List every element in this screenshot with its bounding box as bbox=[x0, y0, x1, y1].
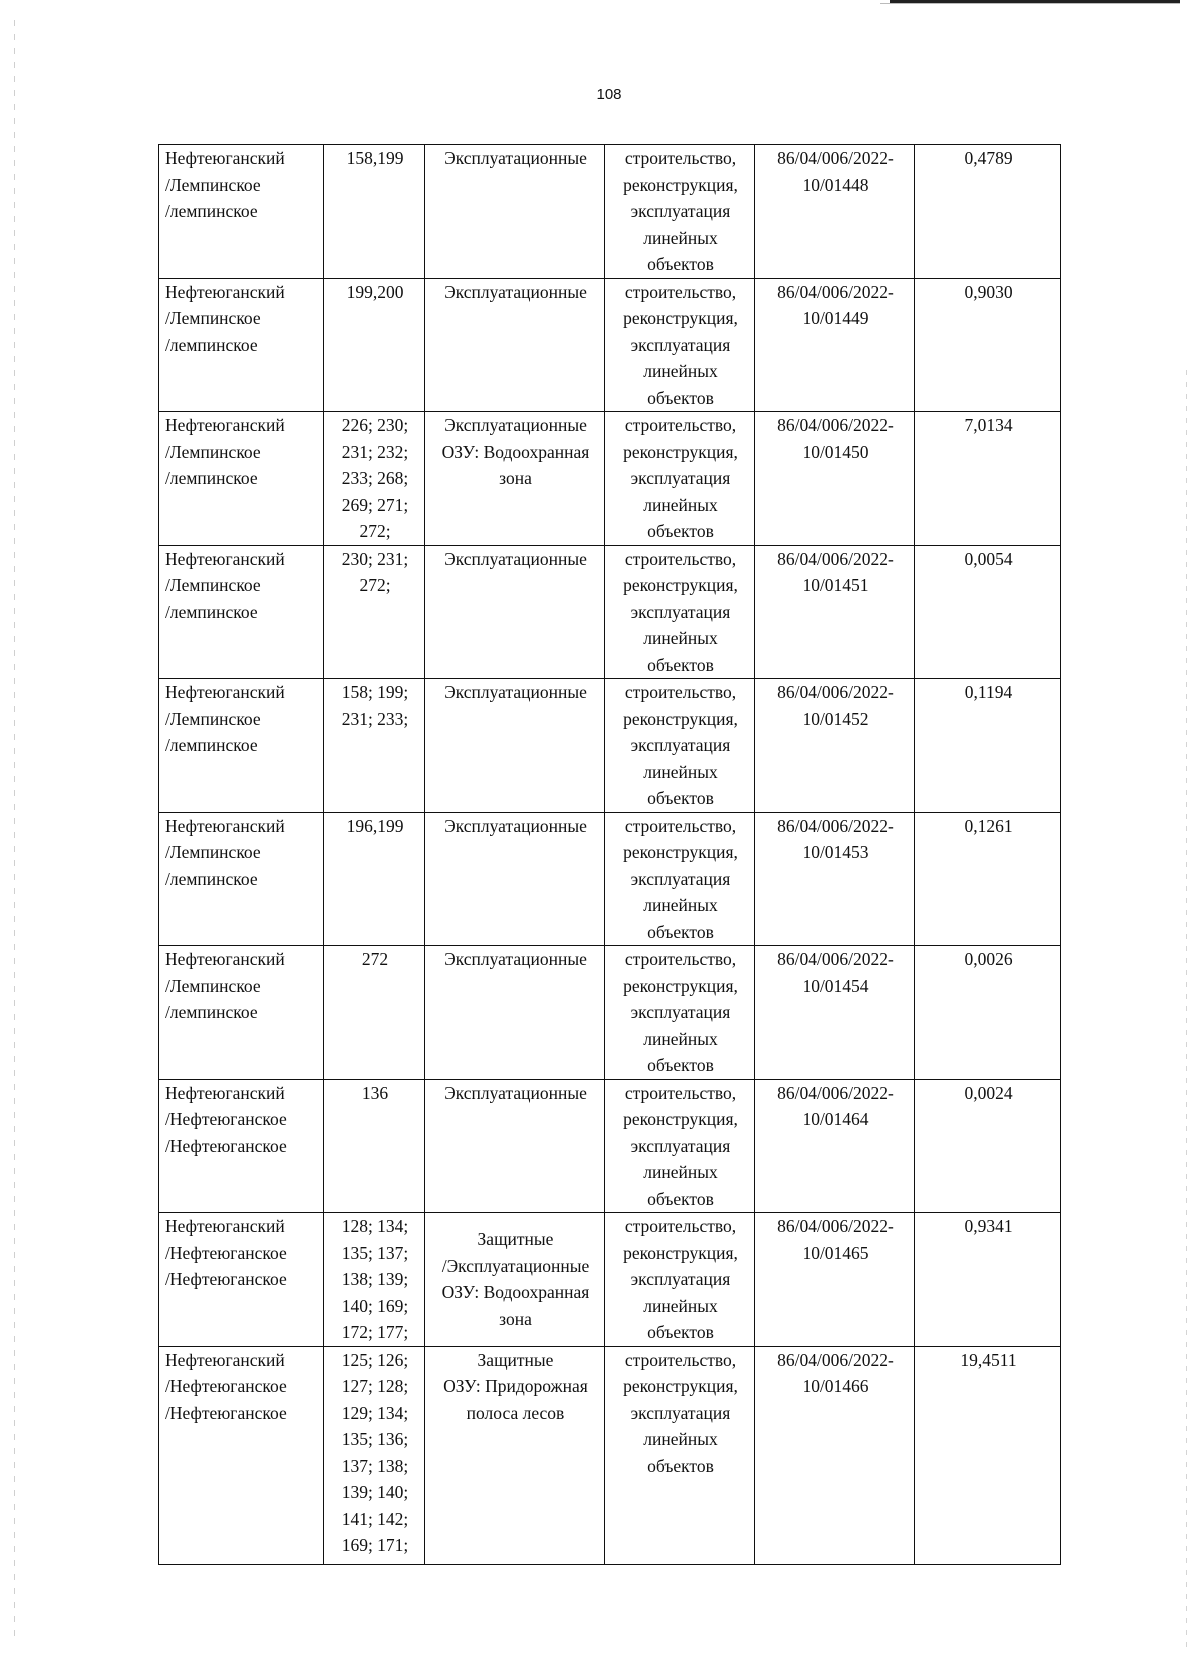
cell-location bbox=[159, 946, 324, 1080]
cell-purpose-line: эксплуатация bbox=[630, 601, 731, 622]
cell-quarters bbox=[324, 545, 425, 679]
cell-registration-number-line: 86/04/006/2022- bbox=[777, 148, 894, 168]
cell-location bbox=[159, 679, 324, 813]
scan-edge-left bbox=[14, 20, 15, 1640]
page-number: 108 bbox=[596, 86, 622, 103]
cell-location-line: Нефтеюганский bbox=[165, 682, 285, 702]
cell-purpose-line: эксплуатация bbox=[630, 735, 731, 755]
cell-registration-number bbox=[755, 545, 915, 679]
cell-category-line: Эксплуатационные bbox=[444, 148, 587, 168]
cell-purpose-line: реконструкция, bbox=[623, 308, 738, 328]
cell-purpose bbox=[605, 1213, 755, 1347]
cell-location-line: /Лемпинское bbox=[165, 174, 261, 195]
cell-quarters-line: 128; 134; bbox=[341, 1216, 409, 1236]
cell-area-value: 7,0134 bbox=[964, 415, 1013, 435]
cell-quarters-line: 233; 268; bbox=[341, 468, 409, 488]
cell-quarters-line: 230; 231; bbox=[341, 548, 409, 569]
cell-purpose-line: эксплуатация bbox=[630, 468, 731, 488]
cell-location-line: Нефтеюганский bbox=[165, 1349, 285, 1370]
cell-category-line: /Эксплуатационные bbox=[441, 1255, 590, 1276]
cell-purpose-line: реконструкция, bbox=[623, 975, 738, 996]
cell-registration-number-line: 86/04/006/2022- bbox=[777, 281, 894, 302]
cell-location-line: /Нефтеюганское bbox=[165, 1269, 287, 1289]
cell-purpose-line: реконструкция, bbox=[623, 1242, 738, 1263]
cell-area-value: 0,0054 bbox=[964, 548, 1013, 569]
cell-quarters-line: 138; 139; bbox=[341, 1269, 409, 1289]
cell-registration-number-line: 10/01466 bbox=[802, 1376, 869, 1396]
cell-quarters-line: 169; 171; bbox=[341, 1535, 409, 1555]
table-row bbox=[159, 946, 1061, 1080]
table-body bbox=[159, 145, 1061, 1565]
cell-quarters bbox=[324, 1213, 425, 1347]
cell-purpose-line: эксплуатация bbox=[630, 1002, 731, 1022]
cell-registration-number bbox=[755, 412, 915, 546]
cell-quarters bbox=[324, 1079, 425, 1213]
cell-purpose-line: строительство, bbox=[624, 1216, 737, 1236]
cell-quarters-line: 127; 128; bbox=[341, 1376, 409, 1396]
cell-category bbox=[425, 1346, 605, 1564]
cell-purpose-line: объектов bbox=[647, 254, 714, 274]
cell-purpose-line: реконструкция, bbox=[623, 174, 738, 195]
cell-quarters bbox=[324, 278, 425, 412]
cell-quarters bbox=[324, 412, 425, 546]
cell-quarters-line: 272; bbox=[359, 575, 391, 595]
cell-purpose-line: строительство, bbox=[624, 682, 737, 702]
table-row bbox=[159, 679, 1061, 813]
cell-category bbox=[425, 812, 605, 946]
cell-quarters-line: 272; bbox=[359, 521, 391, 541]
cell-location-line: /лемпинское bbox=[165, 601, 258, 622]
cell-location-line: /лемпинское bbox=[165, 334, 258, 355]
cell-location-line: /Лемпинское bbox=[165, 441, 261, 462]
cell-category-line: ОЗУ: Придорожная bbox=[443, 1376, 588, 1396]
cell-purpose bbox=[605, 278, 755, 412]
cell-purpose-line: строительство, bbox=[624, 148, 737, 168]
cell-category-line: Защитные bbox=[477, 1349, 554, 1370]
cell-quarters-line: 135; 136; bbox=[341, 1429, 409, 1449]
cell-registration-number bbox=[755, 1213, 915, 1347]
cell-registration-number bbox=[755, 679, 915, 813]
cell-area-value: 0,4789 bbox=[964, 148, 1013, 168]
cell-purpose-line: линейных bbox=[643, 1429, 718, 1449]
cell-purpose-line: объектов bbox=[647, 921, 714, 942]
cell-location-line: Нефтеюганский bbox=[165, 548, 285, 569]
cell-location bbox=[159, 145, 324, 279]
cell-purpose-line: линейных bbox=[643, 494, 718, 515]
cell-category-line: полоса лесов bbox=[466, 1402, 565, 1423]
cell-quarters-line: 172; 177; bbox=[341, 1322, 409, 1342]
cell-purpose-line: реконструкция, bbox=[623, 575, 738, 595]
cell-purpose-line: строительство, bbox=[624, 1349, 737, 1370]
cell-quarters-line: 135; 137; bbox=[341, 1242, 409, 1263]
cell-location-line: /Лемпинское bbox=[165, 842, 261, 862]
cell-purpose-line: линейных bbox=[643, 1295, 718, 1316]
cell-category-line: Эксплуатационные bbox=[444, 682, 587, 702]
cell-purpose-line: объектов bbox=[647, 654, 714, 675]
cell-location-line: /лемпинское bbox=[165, 1002, 258, 1022]
cell-category bbox=[425, 946, 605, 1080]
cell-area bbox=[915, 679, 1061, 813]
cell-registration-number-line: 86/04/006/2022- bbox=[777, 949, 894, 969]
cell-purpose-line: эксплуатация bbox=[630, 201, 731, 221]
cell-area-value: 0,1194 bbox=[964, 682, 1013, 702]
cell-quarters-line: 125; 126; bbox=[341, 1349, 409, 1370]
cell-category bbox=[425, 1079, 605, 1213]
cell-purpose bbox=[605, 812, 755, 946]
cell-registration-number-line: 86/04/006/2022- bbox=[777, 548, 894, 569]
cell-registration-number-line: 10/01449 bbox=[802, 308, 869, 328]
cell-quarters-line: 196,199 bbox=[346, 815, 404, 836]
cell-area bbox=[915, 545, 1061, 679]
cell-registration-number-line: 10/01464 bbox=[802, 1109, 869, 1129]
cell-registration-number-line: 86/04/006/2022- bbox=[777, 1349, 894, 1370]
cell-location-line: Нефтеюганский bbox=[165, 281, 285, 302]
cell-category bbox=[425, 145, 605, 279]
cell-category bbox=[425, 412, 605, 546]
cell-purpose bbox=[605, 1346, 755, 1564]
cell-quarters-line: 139; 140; bbox=[341, 1482, 409, 1502]
cell-purpose bbox=[605, 679, 755, 813]
cell-area bbox=[915, 412, 1061, 546]
cell-purpose-line: строительство, bbox=[624, 949, 737, 969]
cell-quarters-line: 272 bbox=[361, 949, 389, 969]
cell-category bbox=[425, 1213, 605, 1347]
cell-quarters-line: 141; 142; bbox=[341, 1508, 409, 1529]
cell-location-line: Нефтеюганский bbox=[165, 1082, 285, 1103]
cell-location bbox=[159, 1346, 324, 1564]
table-row bbox=[159, 1213, 1061, 1347]
cell-registration-number-line: 86/04/006/2022- bbox=[777, 1082, 894, 1103]
cell-category-line: Эксплуатационные bbox=[444, 548, 587, 569]
cell-location bbox=[159, 412, 324, 546]
cell-purpose bbox=[605, 1079, 755, 1213]
cell-location-line: /лемпинское bbox=[165, 468, 258, 488]
cell-location bbox=[159, 1079, 324, 1213]
cell-registration-number-line: 86/04/006/2022- bbox=[777, 1216, 894, 1236]
cell-purpose-line: объектов bbox=[647, 387, 714, 408]
cell-purpose-line: эксплуатация bbox=[630, 334, 731, 355]
cell-location-line: Нефтеюганский bbox=[165, 1216, 285, 1236]
table-row bbox=[159, 145, 1061, 279]
cell-category-line: Эксплуатационные bbox=[444, 415, 587, 435]
cell-location-line: /Лемпинское bbox=[165, 575, 261, 595]
cell-location bbox=[159, 278, 324, 412]
cell-registration-number-line: 10/01451 bbox=[802, 575, 869, 595]
cell-location bbox=[159, 545, 324, 679]
cell-registration-number bbox=[755, 1346, 915, 1564]
cell-purpose-line: строительство, bbox=[624, 815, 737, 836]
cell-area bbox=[915, 1346, 1061, 1564]
cell-area-value: 0,0026 bbox=[964, 949, 1013, 969]
cell-purpose-line: строительство, bbox=[624, 1082, 737, 1103]
cell-category-line: Эксплуатационные bbox=[444, 949, 587, 969]
cell-purpose-line: реконструкция, bbox=[623, 842, 738, 862]
cell-area bbox=[915, 145, 1061, 279]
cell-registration-number-line: 86/04/006/2022- bbox=[777, 682, 894, 702]
cell-area-value: 0,9341 bbox=[964, 1216, 1013, 1236]
cell-purpose-line: строительство, bbox=[624, 281, 737, 302]
cell-area-value: 19,4511 bbox=[960, 1349, 1017, 1370]
cell-purpose-line: эксплуатация bbox=[630, 1135, 731, 1156]
cell-registration-number bbox=[755, 1079, 915, 1213]
cell-purpose-line: реконструкция, bbox=[623, 441, 738, 462]
cell-quarters-line: 199,200 bbox=[346, 281, 404, 302]
cell-area bbox=[915, 1213, 1061, 1347]
cell-location-line: Нефтеюганский bbox=[165, 949, 285, 969]
cell-quarters bbox=[324, 812, 425, 946]
cell-purpose-line: линейных bbox=[643, 1028, 718, 1049]
cell-quarters-line: 137; 138; bbox=[341, 1455, 409, 1476]
cell-location-line: /Лемпинское bbox=[165, 308, 261, 328]
cell-quarters bbox=[324, 679, 425, 813]
table-row bbox=[159, 1346, 1061, 1564]
cell-category-line: Эксплуатационные bbox=[444, 1082, 587, 1103]
cell-purpose-line: реконструкция, bbox=[623, 1376, 738, 1396]
cell-location-line: /Нефтеюганское bbox=[165, 1109, 287, 1129]
cell-purpose-line: реконструкция, bbox=[623, 708, 738, 729]
cell-location-line: /Лемпинское bbox=[165, 975, 261, 996]
cell-quarters bbox=[324, 946, 425, 1080]
cell-location bbox=[159, 812, 324, 946]
cell-purpose-line: линейных bbox=[643, 1162, 718, 1182]
cell-registration-number-line: 10/01452 bbox=[802, 708, 869, 729]
cell-registration-number bbox=[755, 145, 915, 279]
cell-registration-number bbox=[755, 812, 915, 946]
cell-category-line: Защитные bbox=[477, 1229, 554, 1250]
cell-purpose-line: линейных bbox=[643, 761, 718, 782]
cell-registration-number-line: 10/01465 bbox=[802, 1242, 869, 1263]
cell-quarters-line: 231; 233; bbox=[341, 708, 409, 729]
cell-location-line: /лемпинское bbox=[165, 868, 258, 889]
cell-location-line: /лемпинское bbox=[165, 201, 258, 221]
cell-category-line: ОЗУ: Водоохранная bbox=[441, 441, 590, 462]
cell-area bbox=[915, 812, 1061, 946]
cell-quarters-line: 129; 134; bbox=[341, 1402, 409, 1423]
cell-area-value: 0,0024 bbox=[964, 1082, 1013, 1103]
cell-purpose-line: линейных bbox=[643, 895, 718, 915]
cell-category-line: Эксплуатационные bbox=[444, 815, 587, 836]
cell-quarters-line: 158; 199; bbox=[341, 682, 409, 702]
cell-category bbox=[425, 545, 605, 679]
table-row bbox=[159, 545, 1061, 679]
cell-area bbox=[915, 1079, 1061, 1213]
cell-registration-number-line: 86/04/006/2022- bbox=[777, 815, 894, 836]
cell-quarters bbox=[324, 145, 425, 279]
cell-purpose-line: линейных bbox=[643, 227, 718, 248]
cell-purpose-line: строительство, bbox=[624, 548, 737, 569]
cell-location-line: /Нефтеюганское bbox=[165, 1242, 287, 1263]
cell-location-line: /Нефтеюганское bbox=[165, 1376, 287, 1396]
cell-quarters bbox=[324, 1346, 425, 1564]
table-row bbox=[159, 812, 1061, 946]
cell-location bbox=[159, 1213, 324, 1347]
cell-area bbox=[915, 946, 1061, 1080]
cell-purpose-line: объектов bbox=[647, 1322, 714, 1342]
cell-quarters-line: 226; 230; bbox=[341, 415, 409, 435]
cell-area-value: 0,1261 bbox=[964, 815, 1013, 836]
cell-location-line: Нефтеюганский bbox=[165, 148, 285, 168]
scan-edge-right bbox=[1186, 370, 1187, 1650]
cell-category bbox=[425, 679, 605, 813]
cell-purpose-line: строительство, bbox=[624, 415, 737, 435]
cell-purpose-line: эксплуатация bbox=[630, 1402, 731, 1423]
cell-registration-number bbox=[755, 278, 915, 412]
cell-location-line: /Нефтеюганское bbox=[165, 1402, 287, 1423]
cell-location-line: /Нефтеюганское bbox=[165, 1135, 287, 1156]
cell-purpose-line: эксплуатация bbox=[630, 868, 731, 889]
cell-quarters-line: 140; 169; bbox=[341, 1295, 409, 1316]
cell-purpose-line: объектов bbox=[647, 1188, 714, 1209]
cell-location-line: /лемпинское bbox=[165, 735, 258, 755]
cell-category-line: ОЗУ: Водоохранная bbox=[441, 1282, 590, 1303]
cell-purpose-line: эксплуатация bbox=[630, 1269, 731, 1289]
cell-category bbox=[425, 278, 605, 412]
cell-purpose bbox=[605, 145, 755, 279]
cell-purpose bbox=[605, 412, 755, 546]
cell-purpose-line: объектов bbox=[647, 521, 714, 541]
cell-purpose-line: реконструкция, bbox=[623, 1109, 738, 1129]
cell-purpose-line: объектов bbox=[647, 788, 714, 808]
table-row bbox=[159, 278, 1061, 412]
cell-location-line: /Лемпинское bbox=[165, 708, 261, 729]
cell-registration-number-line: 10/01453 bbox=[802, 842, 869, 862]
forest-plots-table bbox=[158, 144, 1061, 1565]
cell-location-line: Нефтеюганский bbox=[165, 415, 285, 435]
cell-location-line: Нефтеюганский bbox=[165, 815, 285, 836]
cell-registration-number-line: 10/01448 bbox=[802, 174, 869, 195]
table-row bbox=[159, 1079, 1061, 1213]
cell-quarters-line: 158,199 bbox=[346, 148, 404, 168]
cell-registration-number-line: 10/01450 bbox=[802, 441, 869, 462]
cell-purpose bbox=[605, 545, 755, 679]
cell-category-line: зона bbox=[499, 468, 532, 488]
cell-quarters-line: 136 bbox=[361, 1082, 389, 1103]
cell-area bbox=[915, 278, 1061, 412]
cell-purpose-line: объектов bbox=[647, 1055, 714, 1075]
cell-quarters-line: 231; 232; bbox=[341, 441, 409, 462]
top-rule-thin bbox=[880, 3, 1180, 4]
cell-area-value: 0,9030 bbox=[964, 281, 1013, 302]
cell-purpose-line: линейных bbox=[643, 361, 718, 381]
table-row bbox=[159, 412, 1061, 546]
cell-purpose-line: линейных bbox=[643, 628, 718, 648]
cell-registration-number-line: 10/01454 bbox=[802, 975, 869, 996]
cell-purpose bbox=[605, 946, 755, 1080]
cell-category-line: зона bbox=[499, 1308, 532, 1329]
cell-registration-number-line: 86/04/006/2022- bbox=[777, 415, 894, 435]
cell-purpose-line: объектов bbox=[647, 1455, 714, 1476]
cell-category-line: Эксплуатационные bbox=[444, 281, 587, 302]
cell-registration-number bbox=[755, 946, 915, 1080]
cell-quarters-line: 269; 271; bbox=[341, 494, 409, 515]
